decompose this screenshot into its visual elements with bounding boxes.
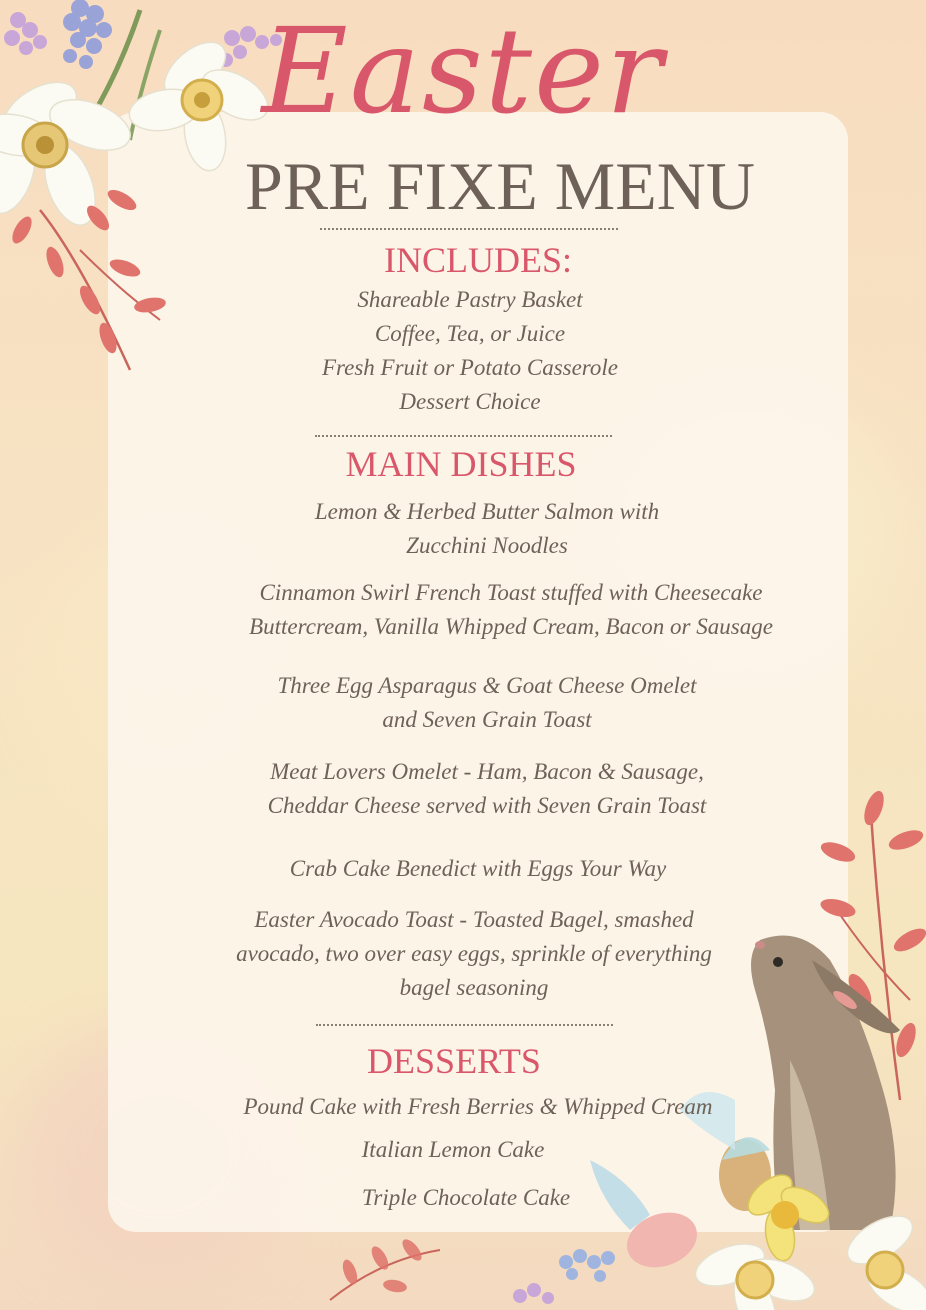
section-divider <box>315 435 612 437</box>
leaf-sprig-icon <box>330 1236 440 1300</box>
dessert-item: Pound Cake with Fresh Berries & Whipped Cream <box>243 1094 713 1119</box>
main-dish-item: and Seven Grain Toast <box>382 707 592 732</box>
main-dishes-heading: MAIN DISHES <box>345 444 577 484</box>
script-title: Easter <box>261 2 665 140</box>
hyacinth-icon <box>513 1249 615 1304</box>
dessert-item: Triple Chocolate Cake <box>361 1185 571 1210</box>
includes-item: Dessert Choice <box>399 389 541 414</box>
main-dish-item: avocado, two over easy eggs, sprinkle of everything <box>236 941 712 966</box>
section-divider <box>320 228 618 230</box>
includes-item: Coffee, Tea, or Juice <box>374 321 566 346</box>
main-dish-item: Crab Cake Benedict with Eggs Your Way <box>289 856 667 881</box>
main-dish-item: Lemon & Herbed Butter Salmon with <box>314 499 660 524</box>
desserts-heading: DESSERTS <box>367 1041 541 1081</box>
main-dish-item: Meat Lovers Omelet - Ham, Bacon & Sausage, <box>270 759 704 784</box>
main-dish-item: Buttercream, Vanilla Whipped Cream, Bacon or Sausage <box>249 614 773 639</box>
main-dish-item: Zucchini Noodles <box>406 533 568 558</box>
includes-heading: INCLUDES: <box>384 240 572 280</box>
dessert-item: Italian Lemon Cake <box>361 1137 545 1162</box>
main-dish-item: Easter Avocado Toast - Toasted Bagel, smashed <box>254 907 694 932</box>
section-divider <box>316 1024 613 1026</box>
page-title: PRE FIXE MENU <box>244 148 756 224</box>
includes-item: Shareable Pastry Basket <box>357 287 583 312</box>
main-dish-item: Cheddar Cheese served with Seven Grain Toast <box>267 793 707 818</box>
includes-item: Fresh Fruit or Potato Casserole <box>321 355 618 380</box>
main-dish-item: bagel seasoning <box>399 975 549 1000</box>
main-dish-item: Three Egg Asparagus & Goat Cheese Omelet <box>277 673 697 698</box>
main-dish-item: Cinnamon Swirl French Toast stuffed with Cheesecake <box>259 580 763 605</box>
